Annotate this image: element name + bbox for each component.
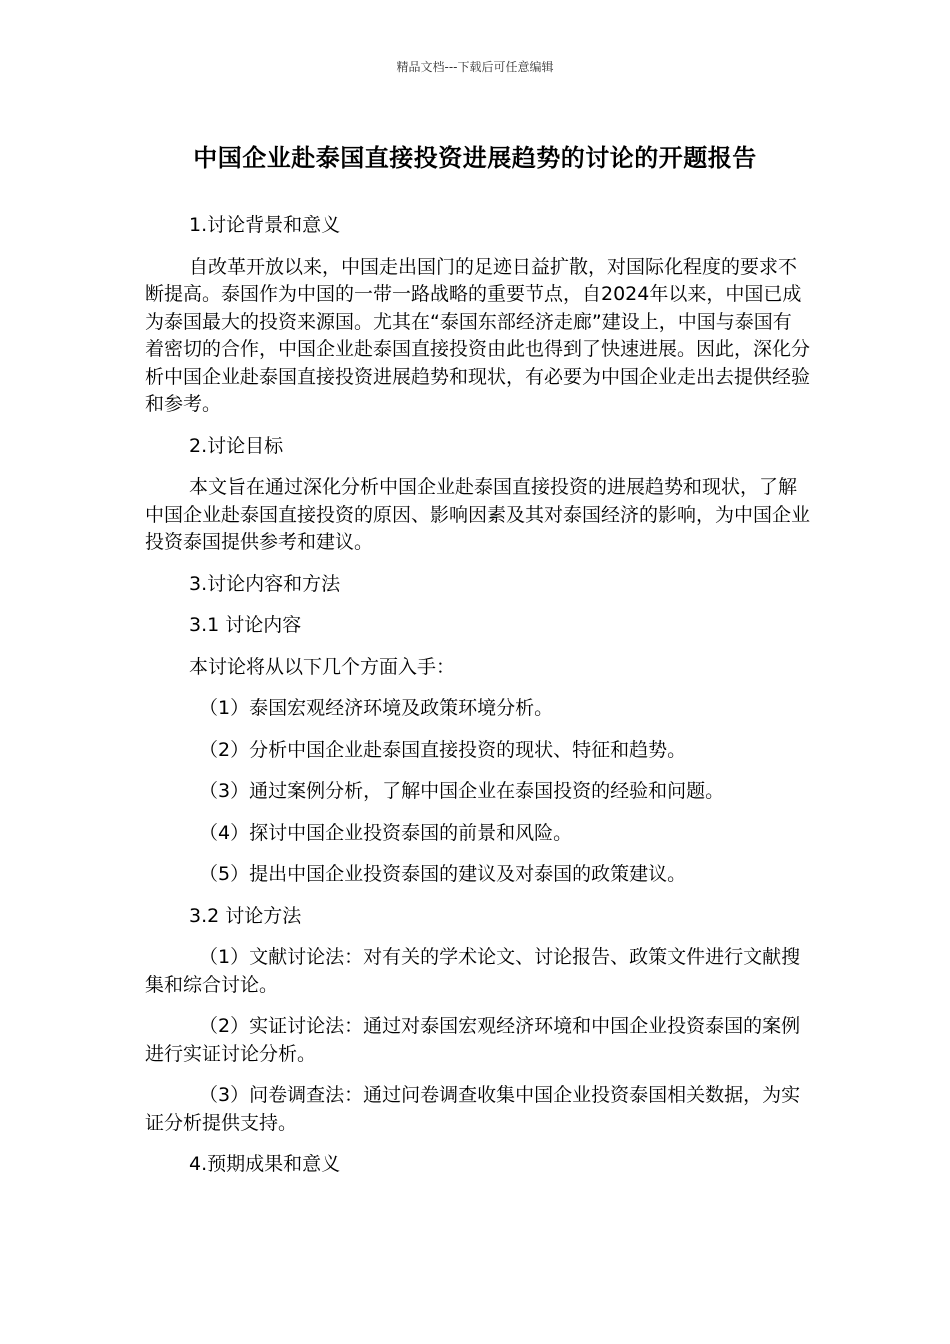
list-item: （3）问卷调查法：通过问卷调查收集中国企业投资泰国相关数据，为实证分析提供支持。 xyxy=(145,1084,801,1134)
list-item: （1）泰国宏观经济环境及政策环境分析。 xyxy=(199,697,554,719)
list-item: （2）分析中国企业赴泰国直接投资的现状、特征和趋势。 xyxy=(199,738,687,761)
section-heading-2: 2.讨论目标 xyxy=(189,434,284,457)
document-body xyxy=(145,212,810,1193)
section-body-2: 本文旨在通过深化分析中国企业赴泰国直接投资的进展趋势和现状，了解中国企业赴泰国直接投资的原因、影响因素及其对泰国经济的影响，为中国企业投资泰国提供参考和建议。 xyxy=(145,476,811,553)
subsection-intro-3-1: 本讨论将从以下几个方面入手： xyxy=(189,655,456,678)
list-item: （5）提出中国企业投资泰国的建议及对泰国的政策建议。 xyxy=(199,863,687,885)
section-heading-4: 4.预期成果和意义 xyxy=(189,1153,341,1175)
section-body-1: 自改革开放以来，中国走出国门的足迹日益扩散，对国际化程度的要求不断提高。泰国作为中国的一带一路战略的重要节点，自2024年以来，中国已成为泰国最大的投资来源国。尤其在“泰国东部经济走廊”建设上，中国与泰国有着密切的合作，中国企业赴泰国直接投资由此也得到了快速进展。因此，深化分析中国企业赴泰国直接投资进展趋势和现状，有必要为中国企业走出去提供经验和参考。 xyxy=(145,255,811,415)
document-title: 中国企业赴泰国直接投资进展趋势的讨论的开题报告 xyxy=(193,144,757,172)
section-heading-3: 3.讨论内容和方法 xyxy=(189,572,341,595)
header-note: 精品文档---下载后可任意编辑 xyxy=(396,60,554,74)
list-item: （3）通过案例分析，了解中国企业在泰国投资的经验和问题。 xyxy=(199,780,725,802)
list-item: （4）探讨中国企业投资泰国的前景和风险。 xyxy=(199,821,573,844)
list-item: （2）实证讨论法：通过对泰国宏观经济环境和中国企业投资泰国的案例进行实证讨论分析。 xyxy=(145,1015,801,1065)
list-item: （1）文献讨论法：对有关的学术论文、讨论报告、政策文件进行文献搜集和综合讨论。 xyxy=(145,946,801,996)
subsection-heading-3-2: 3.2 讨论方法 xyxy=(189,904,302,927)
section-heading-1: 1.讨论背景和意义 xyxy=(189,214,341,236)
subsection-heading-3-1: 3.1 讨论内容 xyxy=(189,614,302,636)
